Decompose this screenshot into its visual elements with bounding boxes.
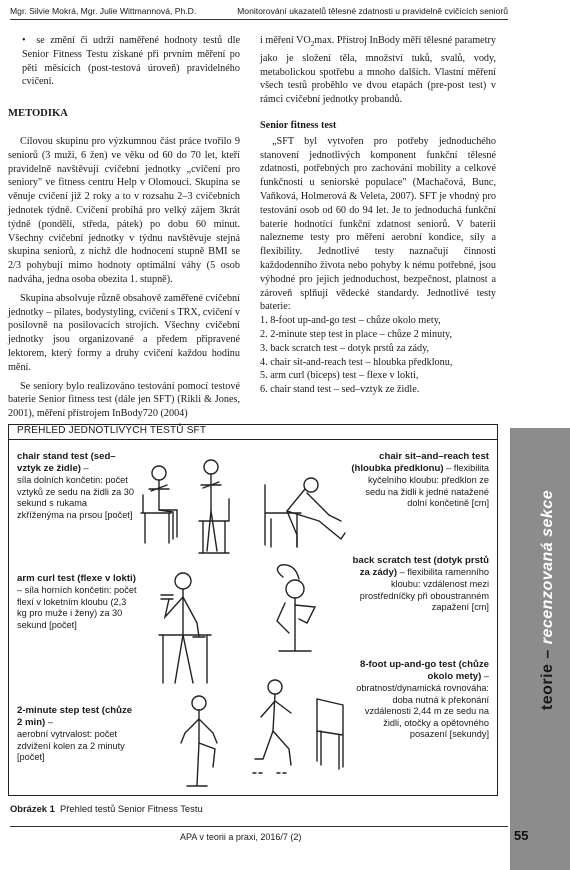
bullet-paragraph: • se změní či udrží naměřené hodnoty testů dle Senior Fitness Testu získané při prvním měření po pěti měsících (post-testová úroveň) pravidelného cvičení. xyxy=(22,35,240,88)
running-header-title: Monitorování ukazatelů tělesné zdatnosti u pravidelně cvičících seniorů xyxy=(237,6,508,16)
item-name: chair sit–and–reach test (hloubka předklonu) xyxy=(351,451,489,474)
step-test-illustration xyxy=(159,693,239,789)
paragraph-target-group: Cílovou skupinu pro výzkumnou část práce tvořilo 9 seniorů (3 muži, 6 žen) ve věku od 60 do 70 let, kteří pravidelně navštěvují cvičební jednotky „cvičení pro seniory" ve fitness centru Help v Olomouci. Skupina se věnuje cvičení již 2 roky a to v rozsahu 2–3 cvičebních jednotek týdně. Cvičení probíhá pro velký zájem 3krát týdně (pondělí, středa, pátek) po dobu 60 minut. Všechny cvičební jednotky v týdnu navštěvuje stejná skupina seniorů, z nichž dle hodnocení stupně BMI se 2/3 pohybují mimo hodnoty optimální váhy (5 osob nadváha, jedna osoba obezita 1. stupně). xyxy=(8,135,240,285)
caption-text: Přehled testů Senior Fitness Testu xyxy=(60,803,203,814)
item-suffix: – xyxy=(80,463,89,473)
item-suffix: – xyxy=(45,717,53,727)
right-column xyxy=(260,34,496,397)
arm-curl-illustration xyxy=(139,565,229,695)
figure-item-chair-stand xyxy=(17,451,135,521)
item-name: 8-foot up-and-go test (chůze okolo mety) xyxy=(360,659,489,682)
paragraph-testing: Se seniory bylo realizováno testování pomocí testové baterie Senior fitness test (dále jen SFT) (Rikli & Jones, 2001), měření přístrojem InBody720 (2004) xyxy=(8,380,240,420)
bullet-text: se změní či udrží naměřené hodnoty testů dle Senior Fitness Testu získané při prvním měření po pěti měsících (post-testová úroveň) pravidelného cvičení. xyxy=(22,35,240,88)
list-item: 1. 8-foot up-and-go test – chůze okolo mety, xyxy=(260,315,441,327)
item-suffix: – obratnost/dynamická rovnováha: doba nutná k překonání vzdálenosti 2,44 m ze sedu na židli, otočky a opětovného posazení [sekundy] xyxy=(356,671,489,740)
section-heading-metodika: METODIKA xyxy=(8,108,68,120)
side-label-reviewed: recenzovaná sekce xyxy=(539,489,556,645)
chair-stand-illustration xyxy=(137,455,247,565)
side-section-label xyxy=(539,490,557,710)
page-number: 55 xyxy=(514,828,529,843)
vo2-subscript: 2 xyxy=(310,40,315,49)
figure-item-up-and-go xyxy=(349,659,489,741)
figure-item-sit-and-reach xyxy=(349,451,489,510)
list-item: 2. 2-minute step test in place – chůze 2 minuty, xyxy=(260,328,453,340)
paragraph-exercise-units: Skupina absolvuje různě obsahově zaměřené cvičební jednotky – pilates, bodystyling, cvičení s TRX, cvičení v posilovně na posilovacích strojích. Všechny cvičební jednotky jsou organizované a předem připravené lektorem, který formy a druhy cvičení každou hodinu mění. xyxy=(8,292,240,373)
header-rule xyxy=(10,19,508,20)
list-item: 3. back scratch test – dotyk prstů za zády, xyxy=(260,342,430,354)
footer-rule xyxy=(10,826,508,827)
figure-item-step-test xyxy=(17,705,137,764)
side-label-theory: teorie xyxy=(539,663,556,711)
figure-item-back-scratch xyxy=(349,555,489,614)
test-list xyxy=(260,314,496,397)
figure-sft-overview xyxy=(8,424,498,796)
item-desc: aerobní vytrvalost: počet zdvižení kolen za 2 minuty [počet] xyxy=(17,729,125,763)
running-header-authors: Mgr. Silvie Mokrá, Mgr. Julie Wittmannová, Ph.D. xyxy=(10,6,197,16)
up-and-go-illustration xyxy=(245,669,355,779)
caption-label: Obrázek 1 xyxy=(10,803,55,814)
paragraph-inbody xyxy=(260,34,496,107)
list-item: 6. chair stand test – sed–vztyk ze židle. xyxy=(260,384,420,396)
left-column xyxy=(8,34,240,421)
paragraph-sft-description: „SFT byl vytvořen pro potřeby jednoduchého stanovení jednotlivých komponent funkční tělesné zdatnosti, potřebných pro zachování mobility a celkové funkčnosti u seniorské populace" (Machačová, Bunc, Vaňková, Holmerová & Veleta, 2007). SFT je vhodný pro testování osob od 60 do 94 let. Je to jednoduchá funkční baterie hodnotící funkční zdatnost seniorů. V baterii nalezneme testy pro měření aerobní kondice, síly a flexibility. Jednotlivé testy naznačují činnosti každodenního života nebo pohyby k nému potřebné, jsou výhodné pro jejich jednoduchost, bezpečnost, platnost a zároveň splňují vědecké standardy. Jednotlivé testy baterie: xyxy=(260,135,496,313)
figure-item-arm-curl xyxy=(17,573,137,631)
list-item: 5. arm curl (biceps) test – flexe v lokti, xyxy=(260,370,419,382)
figure-title-rule xyxy=(9,439,497,440)
list-item: 4. chair sit-and-reach test – hloubka předklonu, xyxy=(260,356,453,368)
item-name: 2-minute step test (chůze 2 min) xyxy=(17,705,133,728)
item-suffix: – flexibilita ramenního kloubu: vzdálenost mezi prostředníčky při oboustranném zapažení [cm] xyxy=(359,567,489,613)
inbody-text-a: i měření VO xyxy=(260,35,311,46)
figure-caption xyxy=(10,803,203,814)
side-label-dash: – xyxy=(539,644,556,664)
item-name: chair stand test (sed–vztyk ze židle) xyxy=(17,451,116,474)
sit-and-reach-illustration xyxy=(257,455,349,555)
footer-journal: APA v teorii a praxi, 2016/7 (2) xyxy=(180,832,302,842)
item-desc: síla dolních končetin: počet vztyků ze sedu na židli za 30 sekund s rukama zkříženýma na prsou [počet] xyxy=(17,475,134,520)
item-suffix: – flexibilita kyčelního kloubu: předklon ze sedu na židli k jedné natažené dolní končetině [cm] xyxy=(365,463,489,509)
inbody-text-b: max. Přístroj InBody měří tělesné parametry jako je složení těla, množství tuků, svalů, vody, metabolickou spotřebu a mnoho dalších. Vlastní měření všech testů proběhlo ve dvou etapách (pre-post test) v rámci cvičební jednotky probandů. xyxy=(260,35,496,106)
back-scratch-illustration xyxy=(255,563,335,663)
figure-title: PŘEHLED JEDNOTLIVÝCH TESTŮ SFT xyxy=(17,425,207,436)
item-suffix: – síla horních končetin: počet flexí v loketním kloubu (2,3 kg pro muže i ženy) za 30 sekund [počet] xyxy=(17,585,137,630)
item-name: back scratch test (dotyk prstů za zády) xyxy=(352,555,489,578)
subheading-senior-fitness-test: Senior fitness test xyxy=(260,120,337,132)
item-name: arm curl test (flexe v lokti) xyxy=(17,573,136,584)
